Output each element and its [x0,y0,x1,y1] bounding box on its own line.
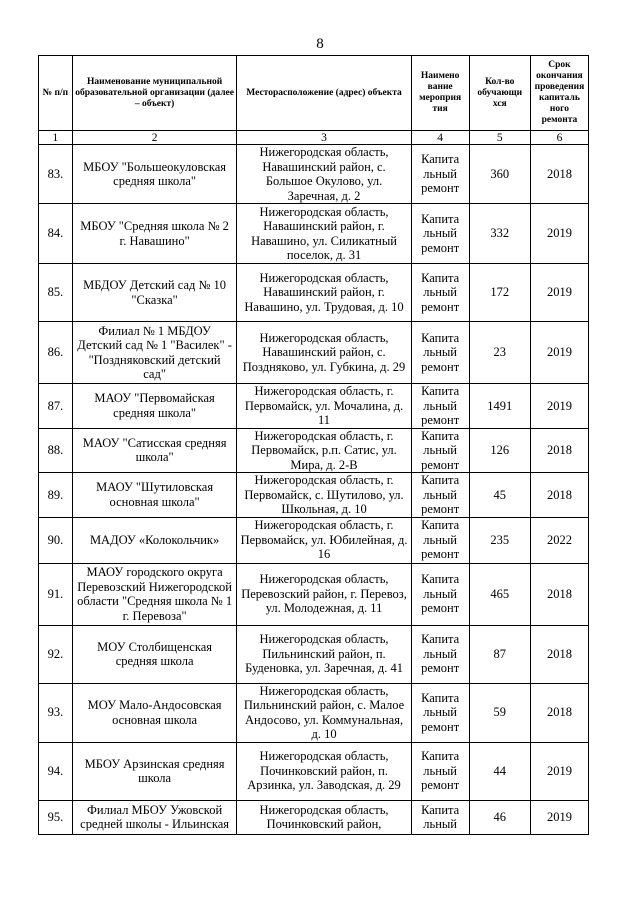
row-number: 88. [39,428,73,473]
students-count: 465 [469,563,530,625]
event-name: Капита льный ремонт [411,742,469,800]
students-count: 44 [469,742,530,800]
table-row [39,204,589,264]
event-name: Капита льный ремонт [411,517,469,563]
header-number: № п/п [39,56,73,131]
column-number: 5 [469,131,530,145]
table-row [39,517,589,563]
row-number: 92. [39,625,73,683]
object-address: Нижегородская область, Навашинский район, г. Навашино, ул. Силикатный поселок, д. 31 [237,204,411,264]
column-number: 1 [39,131,73,145]
object-address: Нижегородская область, Починковский район, [237,800,411,834]
row-number: 85. [39,264,73,322]
event-name: Капита льный ремонт [411,683,469,742]
completion-year: 2019 [530,204,588,264]
students-count: 1491 [469,384,530,429]
event-name: Капита льный [411,800,469,834]
objects-table [38,55,589,835]
completion-year: 2018 [530,428,588,473]
completion-year: 2018 [530,683,588,742]
completion-year: 2019 [530,264,588,322]
object-name: МБОУ "Большеокуловская средняя школа" [72,145,237,204]
header-address: Месторасположение (адрес) объекта [237,56,411,131]
table-row [39,322,589,384]
students-count: 332 [469,204,530,264]
table-row [39,625,589,683]
event-name: Капита льный ремонт [411,322,469,384]
object-name: МАОУ "Шутиловская основная школа" [72,473,237,518]
table-row [39,800,589,834]
table-row [39,563,589,625]
object-name: МБОУ "Средняя школа № 2 г. Навашино" [72,204,237,264]
students-count: 23 [469,322,530,384]
object-address: Нижегородская область, Пильнинский район, с. Малое Андосово, ул. Коммунальная, д. 10 [237,683,411,742]
completion-year: 2019 [530,322,588,384]
event-name: Капита льный ремонт [411,264,469,322]
object-name: Филиал МБОУ Ужовской средней школы - Ильинская [72,800,237,834]
completion-year: 2018 [530,145,588,204]
completion-year: 2022 [530,517,588,563]
event-name: Капита льный ремонт [411,625,469,683]
students-count: 235 [469,517,530,563]
column-number-row [39,131,589,145]
row-number: 93. [39,683,73,742]
event-name: Капита льный ремонт [411,563,469,625]
event-name: Капита льный ремонт [411,384,469,429]
object-name: МАОУ "Сатисская средняя школа" [72,428,237,473]
event-name: Капита льный ремонт [411,473,469,518]
header-deadline: Срок окончания проведения капиталь ного ремонта [530,56,588,131]
header-row [39,56,589,131]
completion-year: 2018 [530,625,588,683]
header-object-name: Наименование муниципальной образовательной организации (далее – объект) [72,56,237,131]
object-address: Нижегородская область, г. Первомайск, ул. Мочалина, д. 11 [237,384,411,429]
event-name: Капита льный ремонт [411,428,469,473]
object-name: МАОУ "Первомайская средняя школа" [72,384,237,429]
header-students: Кол-во обучающи хся [469,56,530,131]
row-number: 86. [39,322,73,384]
object-name: МБОУ Арзинская средняя школа [72,742,237,800]
students-count: 46 [469,800,530,834]
event-name: Капита льный ремонт [411,204,469,264]
header-event: Наимено вание мероприя тия [411,56,469,131]
row-number: 91. [39,563,73,625]
students-count: 172 [469,264,530,322]
row-number: 90. [39,517,73,563]
completion-year: 2019 [530,800,588,834]
table-row [39,264,589,322]
table-row [39,384,589,429]
object-address: Нижегородская область, г. Первомайск, ул. Юбилейная, д. 16 [237,517,411,563]
object-address: Нижегородская область, Починковский район, п. Арзинка, ул. Заводская, д. 29 [237,742,411,800]
students-count: 360 [469,145,530,204]
object-address: Нижегородская область, Навашинский район, с. Поздняково, ул. Губкина, д. 29 [237,322,411,384]
table-row [39,742,589,800]
row-number: 95. [39,800,73,834]
completion-year: 2018 [530,473,588,518]
students-count: 87 [469,625,530,683]
object-name: МАДОУ «Колокольчик» [72,517,237,563]
completion-year: 2019 [530,384,588,429]
object-address: Нижегородская область, Навашинский район, с. Большое Окулово, ул. Заречная, д. 2 [237,145,411,204]
object-name: МАОУ городского округа Перевозский Нижегородской области "Средняя школа № 1 г. Перевоза" [72,563,237,625]
event-name: Капита льный ремонт [411,145,469,204]
object-address: Нижегородская область, Перевозский район, г. Перевоз, ул. Молодежная, д. 11 [237,563,411,625]
row-number: 94. [39,742,73,800]
completion-year: 2018 [530,563,588,625]
row-number: 83. [39,145,73,204]
row-number: 89. [39,473,73,518]
page-number: 8 [316,36,324,52]
object-address: Нижегородская область, г. Первомайск, с. Шутилово, ул. Школьная, д. 10 [237,473,411,518]
column-number: 3 [237,131,411,145]
column-number: 4 [411,131,469,145]
students-count: 59 [469,683,530,742]
students-count: 126 [469,428,530,473]
object-name: МОУ Мало-Андосовская основная школа [72,683,237,742]
object-address: Нижегородская область, Навашинский район, г. Навашино, ул. Трудовая, д. 10 [237,264,411,322]
column-number: 2 [72,131,237,145]
column-number: 6 [530,131,588,145]
students-count: 45 [469,473,530,518]
completion-year: 2019 [530,742,588,800]
object-address: Нижегородская область, г. Первомайск, р.п. Сатис, ул. Мира, д. 2-В [237,428,411,473]
row-number: 87. [39,384,73,429]
object-address: Нижегородская область, Пильнинский район, п. Буденовка, ул. Заречная, д. 41 [237,625,411,683]
object-name: МОУ Столбищенская средняя школа [72,625,237,683]
object-name: МБДОУ Детский сад № 10 "Сказка" [72,264,237,322]
table-row [39,683,589,742]
row-number: 84. [39,204,73,264]
object-name: Филиал № 1 МБДОУ Детский сад № 1 "Василек" - "Поздняковский детский сад" [72,322,237,384]
table-row [39,428,589,473]
table-row [39,145,589,204]
table-row [39,473,589,518]
